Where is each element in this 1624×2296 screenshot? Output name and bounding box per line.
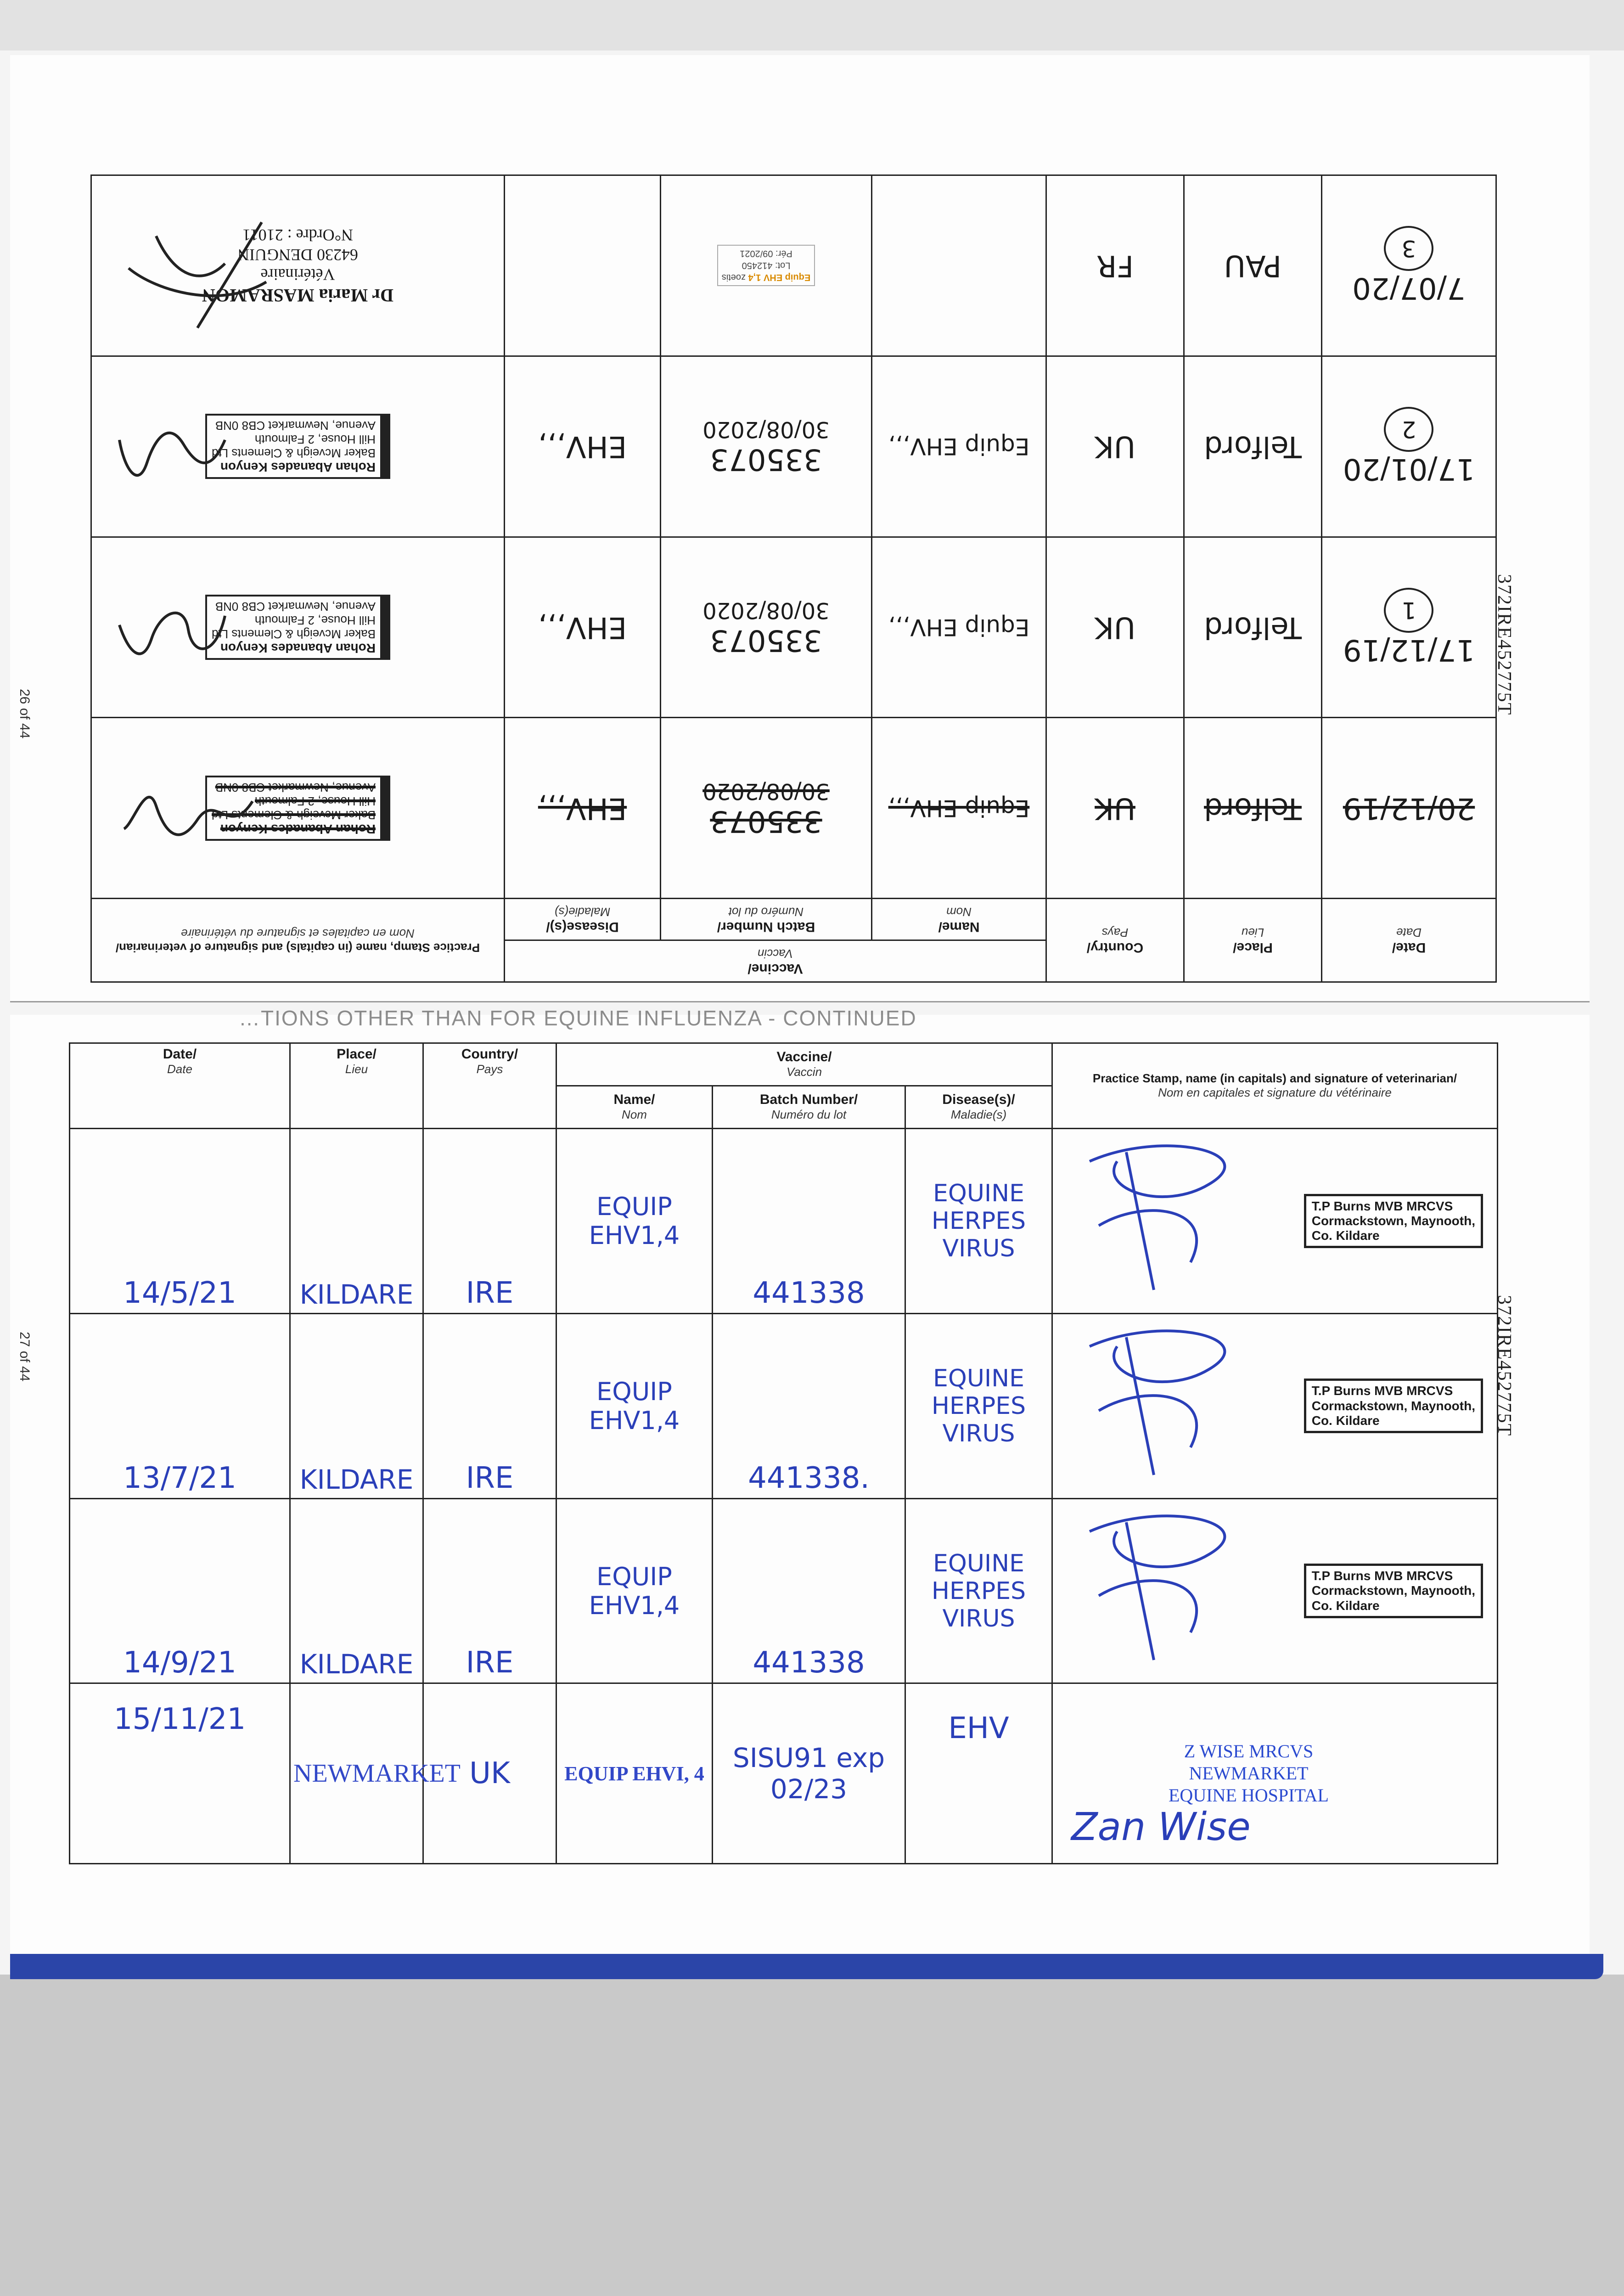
header-place: Place/ Lieu	[1184, 899, 1322, 982]
header-date: Date/ Date	[1322, 899, 1496, 982]
row-batch: 441338	[713, 1498, 905, 1683]
row-place: KILDARE	[290, 1128, 423, 1313]
row-vaccine-name: EQUIP EHV1,4	[556, 1128, 713, 1313]
vet-practice-stamp: T.P Burns MVB MRCVS Cormackstown, Maynooth, Co. Kildare	[1304, 1379, 1483, 1433]
row-vet-stamp	[1052, 1498, 1498, 1683]
scan-background-top	[0, 0, 1624, 51]
row-vaccine-name	[872, 175, 1046, 356]
passport-cover-edge	[10, 1954, 1603, 1979]
row-country: FR	[1046, 175, 1184, 356]
header-batch: Batch Number/ Numéro du lot	[661, 899, 872, 940]
row-batch	[661, 718, 872, 899]
batch-number: 335073	[710, 442, 822, 477]
row-vaccine-name: EQUIP EHV1,4	[556, 1313, 713, 1498]
row-country: IRE	[423, 1498, 556, 1683]
header-name: Name/ Nom	[872, 899, 1046, 940]
row-date: 17/01/20 2	[1322, 356, 1496, 537]
row-disease: EHV,,,	[505, 537, 661, 718]
vet-practice-stamp: Rohan Abanades Kenyon Baker Mcveigh & Clements Ltd Hill House, 2 Falmouth Avenue, Newmarket CB8 0NB	[205, 414, 390, 479]
header-batch: Batch Number/ Numéro du lot	[713, 1086, 905, 1128]
batch-number: 335073	[710, 804, 822, 838]
header-place: Place/ Lieu	[290, 1043, 423, 1129]
table-row	[70, 1128, 1498, 1313]
row-place: KILDARE	[290, 1313, 423, 1498]
row-vet-stamp	[91, 718, 505, 899]
row-date: 15/11/21	[70, 1683, 290, 1864]
section-heading-continued: …TIONS OTHER THAN FOR EQUINE INFLUENZA - CONTINUED	[239, 1006, 917, 1030]
vet-signature	[1071, 1134, 1264, 1299]
vet-signature: Zan Wise	[1071, 1804, 1251, 1849]
header-disease: Disease(s)/ Maladie(s)	[905, 1086, 1052, 1128]
row-country: UK	[423, 1683, 556, 1864]
vet-stamp-wise: Z WISE MRCVS NEWMARKET EQUINE HOSPITAL	[1169, 1741, 1329, 1806]
header-vet: Practice Stamp, name (in capitals) and signature of veterinarian/ Nom en capitales et signature du vétérinaire	[1052, 1043, 1498, 1129]
row-vet-stamp	[1052, 1128, 1498, 1313]
row-disease: EHV	[905, 1683, 1052, 1864]
table-row	[70, 1313, 1498, 1498]
header-name: Name/ Nom	[556, 1086, 713, 1128]
header-vaccine: Vaccine/ Vaccin	[556, 1043, 1052, 1086]
row-vet-stamp	[91, 175, 505, 356]
vet-signature	[1071, 1319, 1264, 1484]
row-batch: SISU91 exp 02/23	[713, 1683, 905, 1864]
row-place: Telford	[1184, 356, 1322, 537]
row-disease: EHV,,,	[505, 356, 661, 537]
vet-signature	[115, 602, 234, 666]
row-circled-number: 2	[1384, 407, 1434, 452]
table-row	[91, 175, 1496, 356]
vet-practice-stamp: T.P Burns MVB MRCVS Cormackstown, Maynooth, Co. Kildare	[1304, 1564, 1483, 1618]
batch-expiry: 30/08/2020	[702, 778, 830, 804]
row-vet-stamp	[1052, 1683, 1498, 1864]
row-place: NEWMARKET	[290, 1683, 423, 1864]
batch-expiry: 30/08/2020	[702, 597, 830, 624]
row-date: 20/12/19	[1322, 718, 1496, 899]
table-row	[91, 718, 1496, 899]
row-country: UK	[1046, 718, 1184, 899]
vet-practice-stamp: Rohan Abanades Kenyon Baker Mcveigh & Clements Ltd Hill House, 2 Falmouth Avenue, Newmarket CB8 0NB	[205, 595, 390, 660]
vet-practice-stamp: Rohan Abanades Kenyon Baker Mcveigh & Clements Ltd Hill House, 2 Falmouth Avenue, Newmarket CB8 0NB	[205, 776, 390, 841]
row-circled-number: 1	[1384, 588, 1434, 633]
row-country: UK	[1046, 537, 1184, 718]
row-disease: EQUINE HERPES VIRUS	[905, 1498, 1052, 1683]
row-disease: EQUINE HERPES VIRUS	[905, 1128, 1052, 1313]
page-number-27: 27 of 44	[17, 1332, 32, 1382]
row-batch	[661, 356, 872, 537]
vet-stamp-masramon: Dr Maria MASRAMON Vétérinaire 64230 DENGUIN N°Ordre : 21011	[202, 225, 393, 306]
vaccine-sticker-label: Equip EHV 1,4 zoetis Lot: 412450 Pér: 09/2021	[717, 245, 815, 286]
row-vaccine-name: EQUIP EHV1,4	[556, 1498, 713, 1683]
batch-expiry: 30/08/2020	[702, 416, 830, 443]
header-country: Country/ Pays	[423, 1043, 556, 1129]
table-row	[91, 537, 1496, 718]
table-row	[70, 1683, 1498, 1864]
row-place: Telford	[1184, 718, 1322, 899]
row-batch: 441338	[713, 1128, 905, 1313]
row-vaccine-name: Equip EHV,,,	[872, 718, 1046, 899]
header-country: Country/ Pays	[1046, 899, 1184, 982]
row-disease	[505, 175, 661, 356]
passport-id-top: 372IRE452775T	[1494, 574, 1515, 716]
row-batch	[661, 537, 872, 718]
row-vaccine-name: Equip EHV,,,	[872, 537, 1046, 718]
passport-id-bottom: 372IRE452775T	[1494, 1295, 1515, 1437]
row-vaccine-name: EQUIP EHVI, 4	[556, 1683, 713, 1864]
row-circled-number: 3	[1384, 226, 1434, 271]
row-batch: 441338.	[713, 1313, 905, 1498]
row-vaccine-name: Equip EHV,,,	[872, 356, 1046, 537]
table-row	[70, 1498, 1498, 1683]
row-vet-stamp	[91, 537, 505, 718]
vaccination-table-page-26	[92, 174, 1497, 983]
row-date: 14/5/21	[70, 1128, 290, 1313]
batch-number: 335073	[710, 623, 822, 658]
table-row	[91, 356, 1496, 537]
row-country: IRE	[423, 1313, 556, 1498]
header-disease: Disease(s)/ Maladie(s)	[505, 899, 661, 940]
row-date: 17/12/19 1	[1322, 537, 1496, 718]
scan-background-bottom	[0, 1975, 1624, 2296]
row-country: UK	[1046, 356, 1184, 537]
row-disease: EQUINE HERPES VIRUS	[905, 1313, 1052, 1498]
row-date: 7/07/20 3	[1322, 175, 1496, 356]
vet-signature	[1071, 1504, 1264, 1669]
vet-practice-stamp: T.P Burns MVB MRCVS Cormackstown, Maynooth, Co. Kildare	[1304, 1194, 1483, 1249]
header-vaccine: Vaccine/ Vaccin	[505, 940, 1046, 982]
row-place: PAU	[1184, 175, 1322, 356]
row-disease: EHV,,,	[505, 718, 661, 899]
row-place: Telford	[1184, 537, 1322, 718]
vet-signature	[119, 788, 257, 843]
header-date: Date/ Date	[70, 1043, 290, 1129]
row-batch	[661, 175, 872, 356]
row-country: IRE	[423, 1128, 556, 1313]
row-place: KILDARE	[290, 1498, 423, 1683]
row-date: 13/7/21	[70, 1313, 290, 1498]
header-vet: Practice Stamp, name (in capitals) and signature of veterinarian/ Nom en capitales et signature du vétérinaire	[91, 899, 505, 982]
row-vet-stamp	[91, 356, 505, 537]
row-vet-stamp	[1052, 1313, 1498, 1498]
vet-signature	[119, 208, 275, 337]
vet-signature	[115, 422, 234, 486]
row-date: 14/9/21	[70, 1498, 290, 1683]
page-number-26: 26 of 44	[17, 689, 32, 739]
vaccination-table-page-27	[69, 1042, 1497, 1864]
